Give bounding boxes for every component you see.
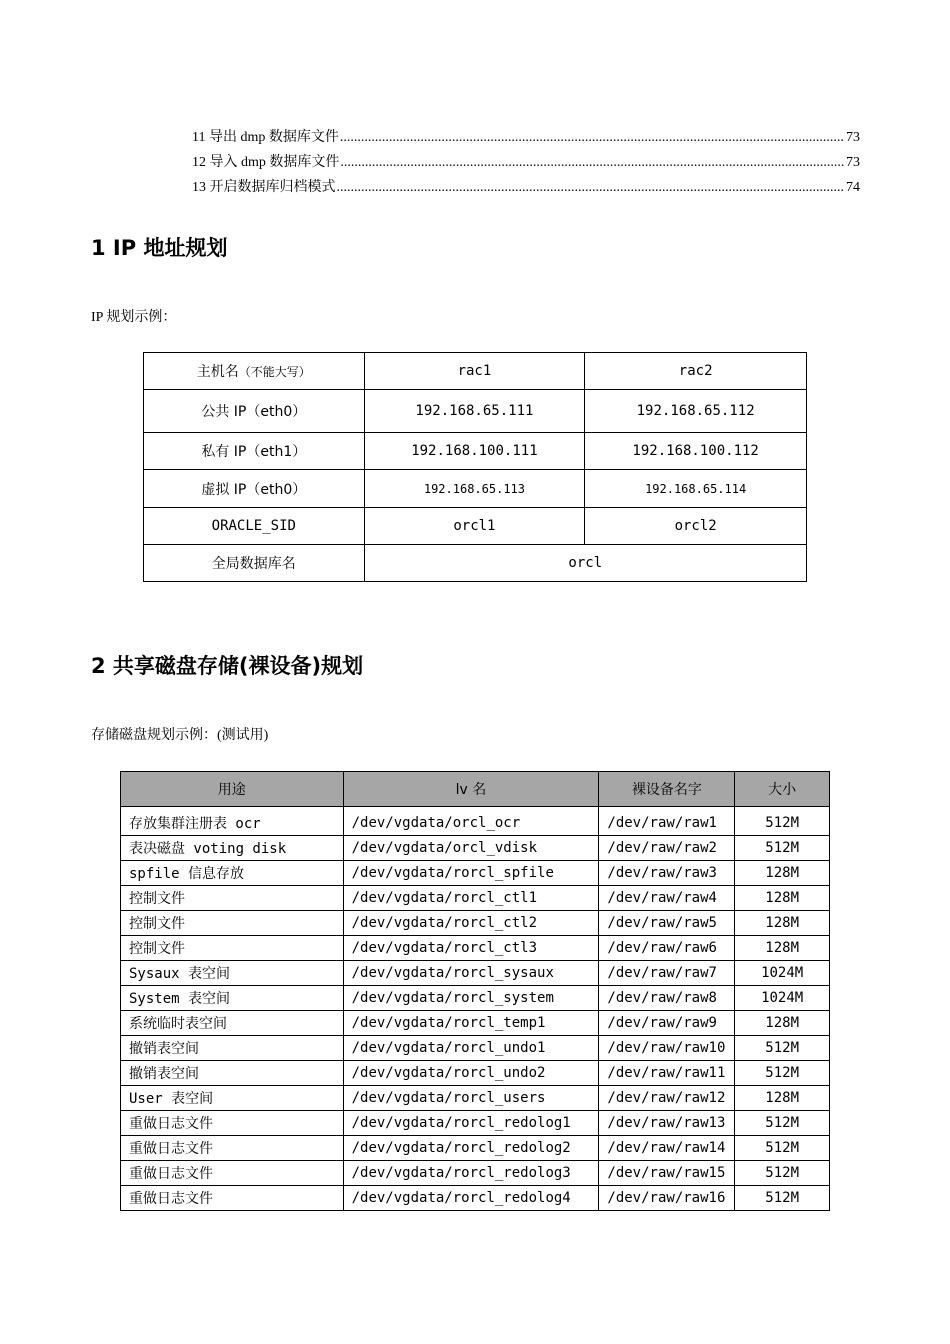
toc-leader [340, 130, 845, 146]
disk-table-body [121, 807, 830, 1211]
table-row [121, 1061, 830, 1086]
table-cell: /dev/vgdata/rorcl_redolog1 [343, 1111, 599, 1136]
ip-intro-text: IP 规划示例： [91, 310, 177, 325]
table-cell: 512M [735, 1061, 830, 1086]
table-cell: /dev/raw/raw16 [599, 1186, 735, 1211]
table-row [121, 886, 830, 911]
table-cell: /dev/vgdata/orcl_ocr [343, 807, 599, 836]
table-row [121, 1036, 830, 1061]
table-row [121, 1011, 830, 1036]
table-cell [144, 353, 365, 390]
toc-page-number: 73 [846, 155, 860, 170]
table-cell: /dev/vgdata/orcl_vdisk [343, 836, 599, 861]
table-cell: orcl [364, 545, 806, 582]
table-cell: /dev/raw/raw3 [599, 861, 735, 886]
table-cell: 控制文件 [121, 936, 344, 961]
table-row [121, 1161, 830, 1186]
table-row [121, 1136, 830, 1161]
table-cell: /dev/vgdata/rorcl_system [343, 986, 599, 1011]
table-cell: 192.168.100.112 [585, 433, 807, 470]
table-cell: 192.168.65.111 [364, 390, 585, 433]
table-cell: 512M [735, 1036, 830, 1061]
table-row [144, 433, 807, 470]
table-row [121, 836, 830, 861]
table-cell: /dev/vgdata/rorcl_undo2 [343, 1061, 599, 1086]
table-cell: /dev/vgdata/rorcl_redolog3 [343, 1161, 599, 1186]
table-cell: /dev/raw/raw14 [599, 1136, 735, 1161]
table-cell: /dev/raw/raw9 [599, 1011, 735, 1036]
table-cell: 公共 IP（eth0） [144, 390, 365, 433]
table-of-contents [192, 126, 860, 201]
table-cell: /dev/vgdata/rorcl_undo1 [343, 1036, 599, 1061]
table-cell: /dev/raw/raw4 [599, 886, 735, 911]
table-cell: 重做日志文件 [121, 1136, 344, 1161]
table-cell: spfile 信息存放 [121, 861, 344, 886]
table-cell: /dev/raw/raw15 [599, 1161, 735, 1186]
table-cell: 192.168.65.113 [364, 470, 585, 508]
table-cell: /dev/raw/raw1 [599, 807, 735, 836]
disk-intro-text: 存储磁盘规划示例：(测试用) [91, 728, 269, 743]
table-cell: 512M [735, 1161, 830, 1186]
table-cell: ORACLE_SID [144, 508, 365, 545]
table-cell: /dev/raw/raw11 [599, 1061, 735, 1086]
table-row [121, 911, 830, 936]
table-cell: /dev/raw/raw2 [599, 836, 735, 861]
table-cell: 1024M [735, 961, 830, 986]
table-cell: 512M [735, 807, 830, 836]
table-cell: 1024M [735, 986, 830, 1011]
column-header: lv 名 [343, 772, 599, 807]
table-row [121, 1186, 830, 1211]
table-cell: 私有 IP（eth1） [144, 433, 365, 470]
table-cell: /dev/vgdata/rorcl_users [343, 1086, 599, 1111]
table-cell: 控制文件 [121, 886, 344, 911]
table-cell: /dev/vgdata/rorcl_ctl2 [343, 911, 599, 936]
table-cell: /dev/raw/raw13 [599, 1111, 735, 1136]
table-cell: 表决磁盘 voting disk [121, 836, 344, 861]
table-cell: 192.168.65.112 [585, 390, 807, 433]
toc-leader [337, 180, 846, 196]
toc-entry[interactable] [192, 151, 860, 176]
disk-plan-table [120, 771, 830, 1211]
toc-entry[interactable] [192, 176, 860, 201]
table-cell: 重做日志文件 [121, 1111, 344, 1136]
table-row [144, 508, 807, 545]
table-header-row [121, 772, 830, 807]
table-cell: 512M [735, 1136, 830, 1161]
table-cell: 128M [735, 1011, 830, 1036]
table-row [144, 353, 807, 390]
table-cell: System 表空间 [121, 986, 344, 1011]
table-cell: 全局数据库名 [144, 545, 365, 582]
table-cell: /dev/vgdata/rorcl_redolog2 [343, 1136, 599, 1161]
table-row [121, 986, 830, 1011]
table-cell: Sysaux 表空间 [121, 961, 344, 986]
table-cell: /dev/vgdata/rorcl_sysaux [343, 961, 599, 986]
table-cell: orcl1 [364, 508, 585, 545]
table-cell: /dev/vgdata/rorcl_spfile [343, 861, 599, 886]
section-heading-ip: 1 IP 地址规划 [91, 236, 228, 260]
toc-page-number: 74 [846, 180, 860, 195]
table-cell: /dev/raw/raw6 [599, 936, 735, 961]
table-row [121, 861, 830, 886]
table-cell: 系统临时表空间 [121, 1011, 344, 1036]
table-cell: 128M [735, 861, 830, 886]
table-row [121, 936, 830, 961]
table-cell: /dev/vgdata/rorcl_redolog4 [343, 1186, 599, 1211]
hostname-note: （不能大写） [238, 365, 311, 379]
table-cell: 512M [735, 836, 830, 861]
table-cell: 重做日志文件 [121, 1161, 344, 1186]
toc-entry-text: 13 开启数据库归档模式 [192, 180, 336, 195]
toc-entry-text: 12 导入 dmp 数据库文件 [192, 155, 340, 170]
table-cell: /dev/vgdata/rorcl_temp1 [343, 1011, 599, 1036]
table-cell: /dev/raw/raw10 [599, 1036, 735, 1061]
table-row [121, 1111, 830, 1136]
table-cell: 控制文件 [121, 911, 344, 936]
table-cell: 512M [735, 1186, 830, 1211]
table-cell: 128M [735, 1086, 830, 1111]
table-row [121, 807, 830, 836]
table-cell: 512M [735, 1111, 830, 1136]
table-cell: /dev/raw/raw12 [599, 1086, 735, 1111]
table-row [121, 1086, 830, 1111]
table-row [144, 390, 807, 433]
section-heading-disk: 2 共享磁盘存储(裸设备)规划 [91, 654, 364, 678]
hostname-label: 主机名 [196, 364, 239, 380]
column-header: 裸设备名字 [599, 772, 735, 807]
table-cell: rac1 [364, 353, 585, 390]
toc-entry[interactable] [192, 126, 860, 151]
column-header: 用途 [121, 772, 344, 807]
table-cell: 重做日志文件 [121, 1186, 344, 1211]
table-cell: 128M [735, 936, 830, 961]
table-cell: orcl2 [585, 508, 807, 545]
table-row [144, 545, 807, 582]
table-cell: /dev/raw/raw5 [599, 911, 735, 936]
table-cell: rac2 [585, 353, 807, 390]
table-cell: 虚拟 IP（eth0） [144, 470, 365, 508]
table-row [121, 961, 830, 986]
table-cell: User 表空间 [121, 1086, 344, 1111]
table-cell: /dev/vgdata/rorcl_ctl3 [343, 936, 599, 961]
table-cell: 192.168.65.114 [585, 470, 807, 508]
table-cell: 撤销表空间 [121, 1036, 344, 1061]
column-header: 大小 [735, 772, 830, 807]
table-cell: /dev/raw/raw7 [599, 961, 735, 986]
table-cell: /dev/raw/raw8 [599, 986, 735, 1011]
table-cell: 撤销表空间 [121, 1061, 344, 1086]
table-cell: 192.168.100.111 [364, 433, 585, 470]
table-cell: 存放集群注册表 ocr [121, 807, 344, 836]
toc-entry-text: 11 导出 dmp 数据库文件 [192, 130, 339, 145]
table-cell: 128M [735, 886, 830, 911]
ip-plan-table [143, 352, 807, 582]
toc-leader [340, 155, 845, 171]
toc-page-number: 73 [846, 130, 860, 145]
table-row [144, 470, 807, 508]
table-cell: 128M [735, 911, 830, 936]
table-cell: /dev/vgdata/rorcl_ctl1 [343, 886, 599, 911]
